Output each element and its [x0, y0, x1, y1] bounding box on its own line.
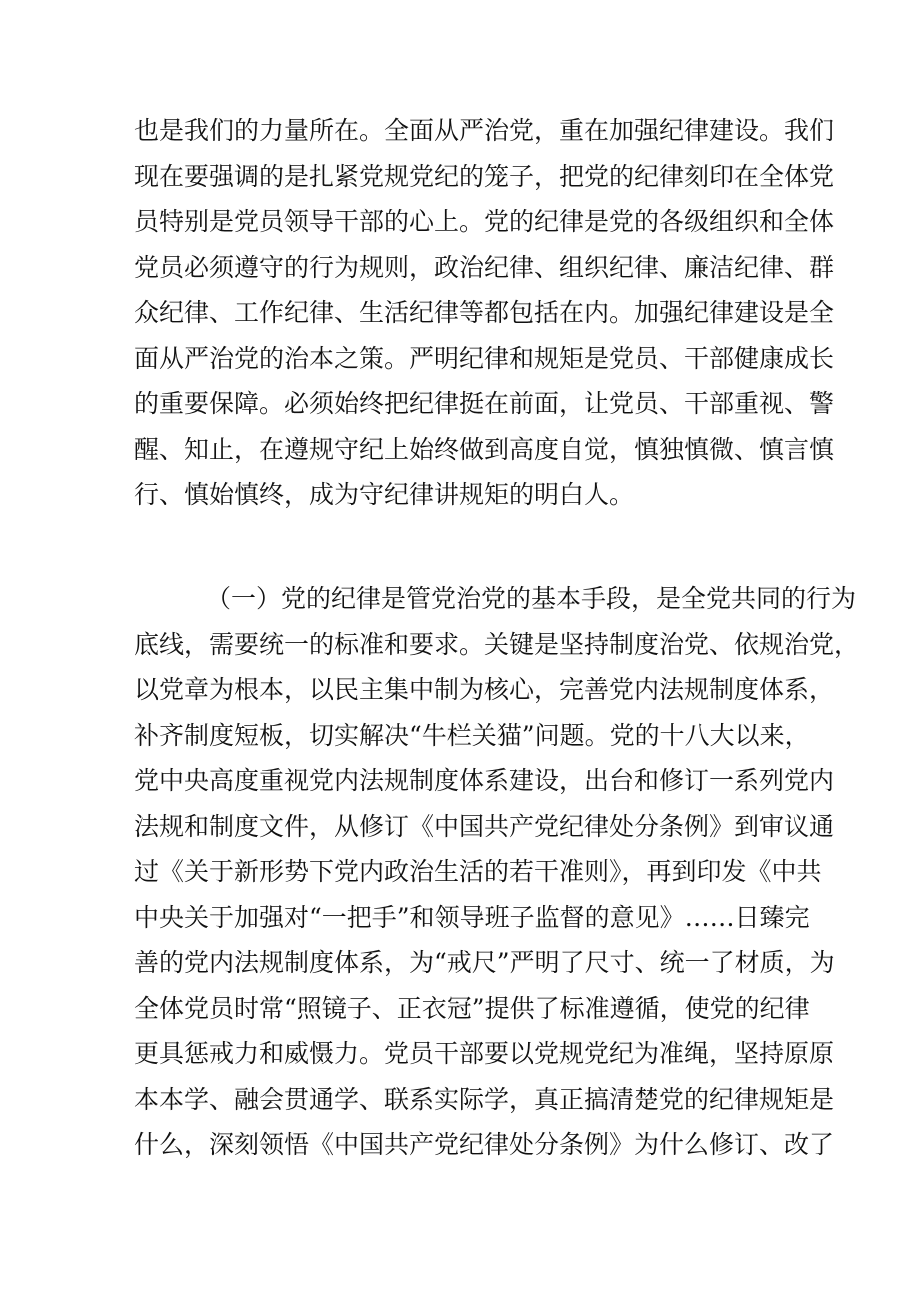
text-line: 善的党内法规制度体系，为“戒尺”严明了尺寸、统一了材质，为: [134, 948, 835, 977]
text-line: 法规和制度文件，从修订《中国共产党纪律处分条例》到审议通: [134, 811, 835, 841]
text-line: 本本学、融会贯通学、联系实际学，真正搞清楚党的纪律规矩是: [134, 1084, 835, 1114]
text-line: 现在要强调的是扎紧党规党纪的笼子，把党的纪律刻印在全体党: [134, 161, 835, 191]
text-line: 的重要保障。必须始终把纪律挺在前面，让党员、干部重视、警: [134, 389, 835, 418]
text-line: 更具惩戒力和威慑力。党员干部要以党规党纪为准绳，坚持原原: [134, 1039, 835, 1068]
text-line: 也是我们的力量所在。全面从严治党，重在加强纪律建设。我们: [134, 116, 835, 145]
text-line: 党员必须遵守的行为规则，政治纪律、组织纪律、廉洁纪律、群: [134, 252, 835, 282]
text-line: 党中央高度重视党内法规制度体系建设，出台和修订一系列党内: [134, 766, 835, 795]
text-line: 补齐制度短板，切实解决“牛栏关猫”问题。党的十八大以来，: [134, 720, 810, 750]
text-line: 行、慎始慎终，成为守纪律讲规矩的明白人。: [134, 480, 635, 509]
paragraph-section-one: [134, 576, 860, 1168]
text-line: 面从严治党的治本之策。严明纪律和规矩是党员、干部健康成长: [134, 343, 835, 373]
text-line: 众纪律、工作纪律、生活纪律等都包括在内。加强纪律建设是全: [134, 298, 835, 327]
text-line: 全体党员时常“照镜子、正衣冠”提供了标准遵循，使党的纪律: [134, 993, 810, 1023]
paragraph-discipline-intro: [134, 108, 835, 518]
text-line: 醒、知止，在遵规守纪上始终做到高度自觉，慎独慎微、慎言慎: [134, 434, 835, 464]
text-line: 什么，深刻领悟《中国共产党纪律处分条例》为什么修订、改了: [134, 1130, 835, 1159]
section-heading-line: （一）党的纪律是管党治党的基本手段，是全党共同的行为: [206, 584, 857, 613]
text-line: 员特别是党员领导干部的心上。党的纪律是党的各级组织和全体: [134, 207, 835, 236]
text-line: 过《关于新形势下党内政治生活的若干准则》，再到印发《中共: [134, 857, 822, 886]
text-line: 中央关于加强对“一把手”和领导班子监督的意见》……日臻完: [134, 902, 810, 932]
text-line: 底线，需要统一的标准和要求。关键是坚持制度治党、依规治党，: [134, 629, 860, 659]
text-line: 以党章为根本，以民主集中制为核心，完善党内法规制度体系，: [134, 675, 835, 704]
